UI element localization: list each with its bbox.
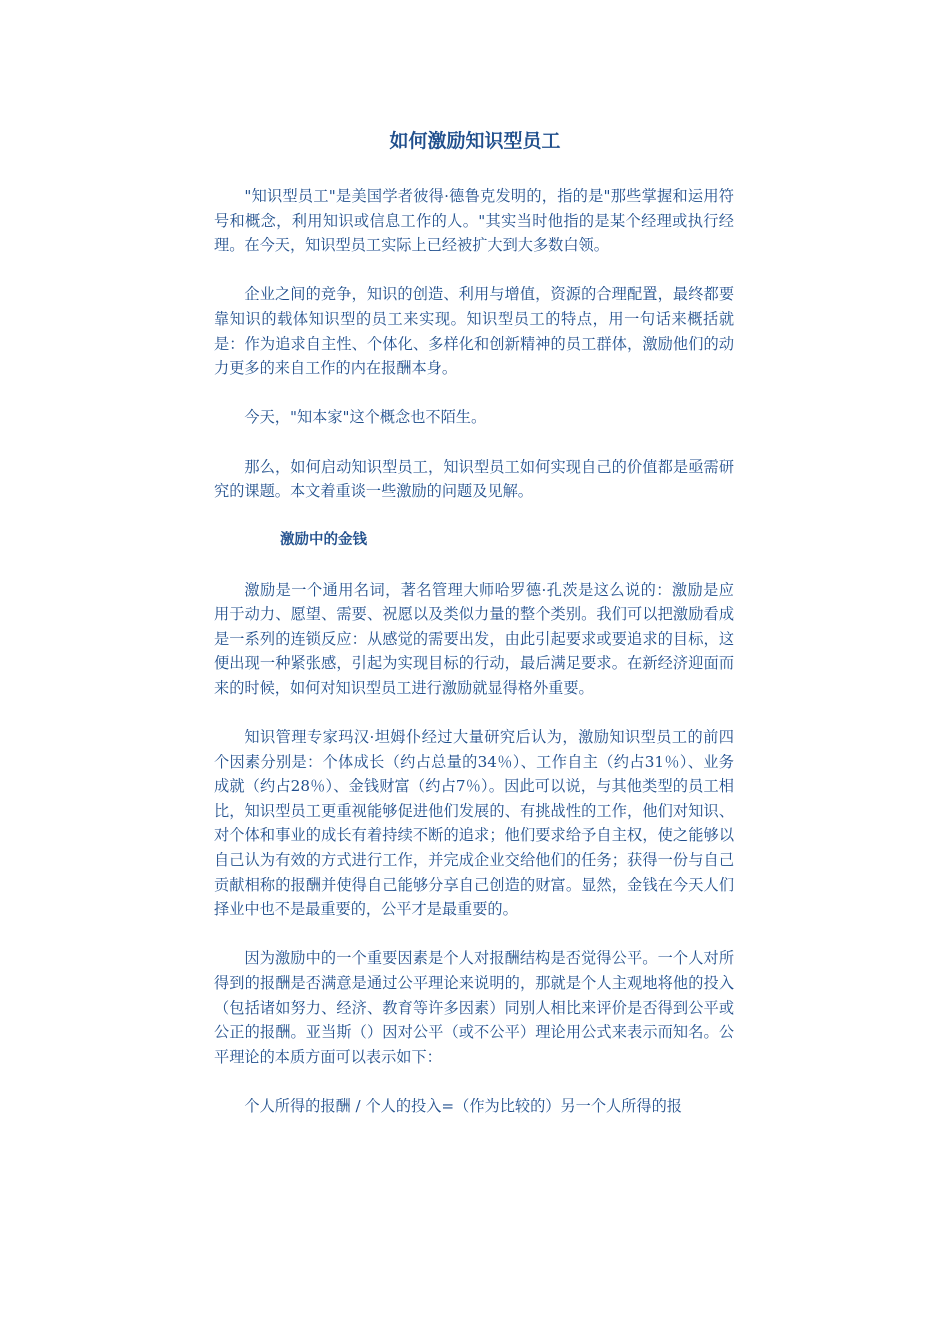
paragraph: "知识型员工"是美国学者彼得·德鲁克发明的，指的是"那些掌握和运用符号和概念，利用知识或信息工作的人。"其实当时他指的是某个经理或执行经理。在今天，知识型员工实际上已经被扩大到大多数白领。 (214, 187, 734, 255)
paragraph: 企业之间的竞争，知识的创造、利用与增值，资源的合理配置，最终都要靠知识的载体知识型的员工来实现。知识型员工的特点，用一句话来概括就是：作为追求自主性、个体化、多样化和创新精神的员工群体，激励他们的动力更多的来自工作的内在报酬本身。 (214, 285, 734, 378)
paragraph: 个人所得的报酬 / 个人的投入=（作为比较的）另一个人所得的报 (244, 1096, 682, 1115)
document-title: 如何激励知识型员工 (389, 130, 561, 152)
paragraph: 那么，如何启动知识型员工，知识型员工如何实现自己的价值都是亟需研究的课题。本文着重谈一些激励的问题及见解。 (214, 457, 734, 501)
document-body (214, 184, 734, 1143)
paragraph: 知识管理专家玛汉·坦姆仆经过大量研究后认为，激励知识型员工的前四个因素分别是：个体成长（约占总量的34％）、工作自主（约占31％）、业务成就（约占28％）、金钱财富（约占7％）。因此可以说，与其他类型的员工相比，知识型员工更重视能够促进他们发展的、有挑战性的工作，他们对知识、对个体和事业的成长有着持续不断的追求；他们要求给予自主权，使之能够以自己认为有效的方式进行工作，并完成企业交给他们的任务；获得一份与自己贡献相称的报酬并使得自己能够分享自己创造的财富。显然，金钱在今天人们择业中也不是最重要的，公平才是最重要的。 (214, 728, 734, 919)
section-heading: 激励中的金钱 (280, 532, 367, 549)
paragraph: 今天，"知本家"这个概念也不陌生。 (244, 408, 487, 427)
paragraph: 激励是一个通用名词，著名管理大师哈罗德·孔茨是这么说的：激励是应用于动力、愿望、需要、祝愿以及类似力量的整个类别。我们可以把激励看成是一系列的连锁反应：从感觉的需要出发，由此引起要求或要追求的目标，这便出现一种紧张感，引起为实现目标的行动，最后满足要求。在新经济迎面而来的时候，如何对知识型员工进行激励就显得格外重要。 (214, 580, 734, 697)
paragraph: 因为激励中的一个重要因素是个人对报酬结构是否觉得公平。一个人对所得到的报酬是否满意是通过公平理论来说明的，那就是个人主观地将他的投入（包括诸如努力、经济、教育等许多因素）同别人相比来评价是否得到公平或公正的报酬。亚当斯（）因对公平（或不公平）理论用公式来表示而知名。公平理论的本质方面可以表示如下： (214, 949, 734, 1066)
